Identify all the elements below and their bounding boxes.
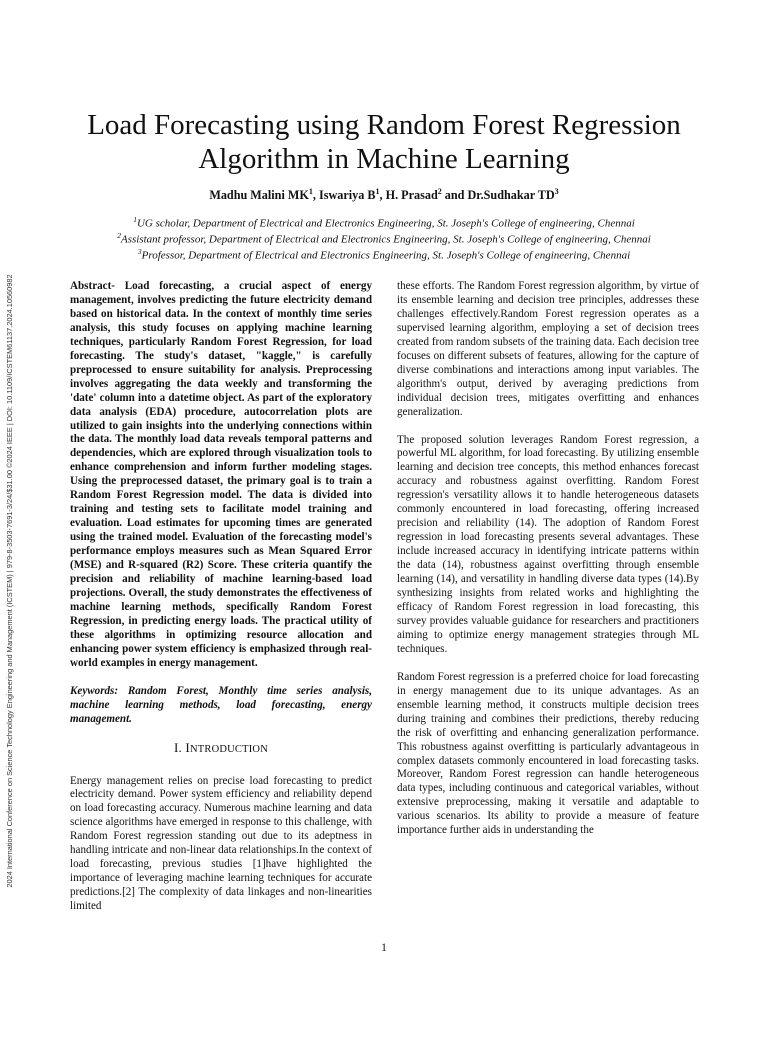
body-paragraph-1: these efforts. The Random Forest regression algorithm, by virtue of its ensemble learning and decision tree principles, addresses these challenges effectively.Random Forest regression operates as a supervised learning algorithm, employing a set of decision trees created from random subsets of the training data. Each decision tree focuses on different subsets of features, allowing for the capture of diverse combinations and interactions among input variables. The algorithm's output, derived by averaging predictions from individual decision trees, mitigates overfitting and enhances generalization. [397,280,699,418]
author-mark: 2 [437,187,442,196]
author-mark: 1 [375,187,380,196]
author-mark: 3 [554,187,559,196]
affiliation-text: UG scholar, Department of Electrical and Electronics Engineering, St. Joseph's College of engineering, Chennai [136,217,635,230]
body-paragraph-2: The proposed solution leverages Random Forest regression, a powerful ML algorithm, for load forecasting. By utilizing ensemble learning and decision tree concepts, this method enhances forecast accuracy and robustness against overfitting. Random Forest regression's versatility allows it to handle heterogeneous datasets commonly encountered in load forecasting, offering increased precision and reliability (14). The adoption of Random Forest regression in load forecasting presents several advantages. These include increased accuracy in identifying intricate patterns within the data (14), robustness against overfitting through ensemble learning (14), and versatility in handling diverse data types (14).By synthesizing insights from related works and highlighting the efficacy of Random Forest regression in load forecasting, this survey provides valuable guidance for researchers and practitioners aiming to optimize energy management strategies through ML techniques. [397,433,699,655]
page-number: 1 [381,942,387,954]
author-sep: , [379,188,386,203]
author-sep: and [441,188,468,203]
keywords: Keywords: Random Forest, Monthly time series analysis, machine learning methods, load forecasting, energy management. [70,684,372,725]
author-2 [319,188,386,202]
author-4 [468,188,559,202]
author-list [60,187,708,203]
paper-title: Load Forecasting using Random Forest Regression Algorithm in Machine Learning [87,109,681,175]
author-1 [209,188,319,202]
left-column [70,280,372,928]
intro-paragraph: Energy management relies on precise load forecasting to predict electricity demand. Power system efficiency and reliability depend on load forecasting accuracy. Numerous machine learning and data science algorithms have emerged in response to this challenge, with Random Forest regression standing out due to its adeptness in handling intricate and non-linear data relationships.In the context of load forecasting, previous studies [1]have highlighted the importance of leveraging machine learning techniques for accurate predictions.[2] The complexity of data linkages and non-linearities limited [70,774,372,913]
affiliation-3 [60,246,708,262]
author-name: H. Prasad [385,188,438,203]
author-mark: 1 [308,187,313,196]
affiliation-mark: 2 [117,231,121,241]
affiliation-2 [60,230,708,246]
affiliation-text: Professor, Department of Electrical and Electronics Engineering, St. Joseph's College of engineering, Chennai [141,249,631,262]
right-column [397,280,699,852]
author-sep: , [312,188,319,203]
abstract: Abstract- Load forecasting, a crucial aspect of energy management, involves predicting the future electricity demand based on historical data. In the context of monthly time series analysis, this study focuses on applying machine learning techniques, particularly Random Forest Regression, for load forecasting. The study's dataset, "kaggle," is carefully preprocessed to ensure suitability for analysis. Preprocessing involves aggregating the data weekly and transforming the 'date' column into a datetime object. As part of the exploratory data analysis (EDA) procedure, autocorrelation plots are utilized to gain insights into the underlying connections within the data. The monthly load data reveals temporal patterns and dependencies, which are explored through visualization tools to enhance comprehension and inform further modeling stages. Using the preprocessed dataset, the primary goal is to train a Random Forest Regression model. The data is divided into training and testing sets to facilitate model training and evaluation. Load estimates for upcoming times are generated using the trained model. Evaluation of the forecasting model's performance employs measures such as Mean Squared Error (MSE) and R-squared (R2) Score. These criteria quantify the precision and reliability of machine learning-based load projections. Overall, the study demonstrates the effectiveness of machine learning methods, specifically Random Forest Regression, in predicting energy loads. The practical utility of these algorithms in optimizing resource allocation and enhancing power system efficiency is emphasized through real-world examples in energy management. [70,280,372,669]
affiliations [60,214,708,262]
section-title: NTRODUCTION [189,743,268,755]
affiliation-1 [60,214,708,230]
author-3 [386,188,468,202]
section-numeral: I. I [174,739,190,755]
author-name: Iswariya B [318,188,376,203]
affiliation-mark: 1 [133,215,137,224]
body-paragraph-3: Random Forest regression is a preferred choice for load forecasting in energy management due to its unique advantages. As an ensemble learning method, it constructs multiple decision trees during training and combines their predictions, thereby reducing the risk of overfitting and enhancing generalization performance. This robustness against overfitting is particularly advantageous in complex datasets commonly encountered in load forecasting tasks. Moreover, Random Forest regression can handle heterogeneous data types, including continuous and categorical variables, without extensive preprocessing, making it versatile and adaptable to various scenarios. Its ability to provide a measure of feature importance further aids in understanding the [397,670,699,837]
affiliation-text: Assistant professor, Department of Electrical and Electronics Engineering, St. Joseph's College of engineering, Chennai [120,233,651,246]
author-name: Madhu Malini MK [209,188,309,203]
author-name: Dr.Sudhakar TD [467,188,555,203]
section-heading-introduction [70,741,372,757]
conference-banner: 2024 International Conference on Science Technology Engineering and Management (ICSTEM) | 979-8-3503-7691-3/24/$31.00 ©2024 IEEE | DOI: 10.1109/ICSTEM61137.2024.10560982 [5,274,14,888]
affiliation-mark: 3 [137,247,142,257]
